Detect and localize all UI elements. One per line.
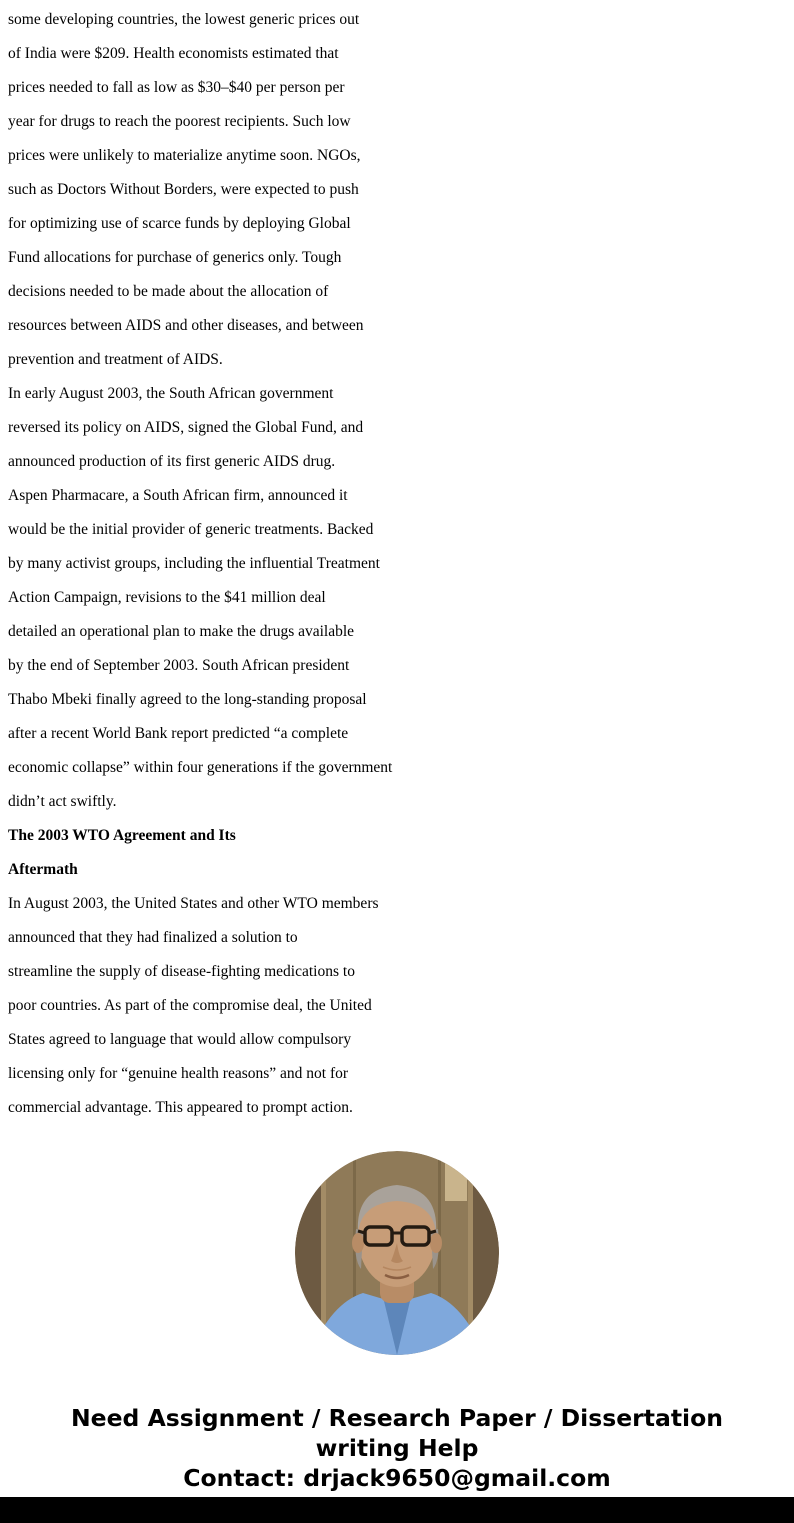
text-line: decisions needed to be made about the allocation of (8, 283, 329, 300)
text-line: prices were unlikely to materialize anytime soon. NGOs, (8, 147, 361, 164)
text-line: prevention and treatment of AIDS. (8, 351, 223, 368)
text-line: announced production of its first generic AIDS drug. (8, 453, 336, 470)
heading-line: The 2003 WTO Agreement and Its (8, 827, 236, 844)
text-line: commercial advantage. This appeared to prompt action. (8, 1099, 353, 1116)
text-line: of India were $209. Health economists estimated that (8, 45, 339, 62)
text-line: States agreed to language that would allow compulsory (8, 1031, 352, 1048)
text-line: In August 2003, the United States and other WTO members (8, 895, 379, 912)
avatar (295, 1151, 499, 1355)
bottom-black-bar (0, 1497, 794, 1523)
text-line: Thabo Mbeki finally agreed to the long-standing proposal (8, 691, 367, 708)
document-text-column (8, 3, 438, 1125)
text-line: didn’t act swiftly. (8, 793, 117, 810)
text-line: prices needed to fall as low as $30–$40 per person per (8, 79, 345, 96)
text-line: by the end of September 2003. South African president (8, 657, 350, 674)
text-line: licensing only for “genuine health reasons” and not for (8, 1065, 349, 1082)
text-line: resources between AIDS and other diseases, and between (8, 317, 364, 334)
text-line: streamline the supply of disease-fighting medications to (8, 963, 355, 980)
text-line: Fund allocations for purchase of generics only. Tough (8, 249, 342, 266)
text-line: announced that they had finalized a solution to (8, 929, 298, 946)
text-line: such as Doctors Without Borders, were expected to push (8, 181, 359, 198)
text-line: for optimizing use of scarce funds by deploying Global (8, 215, 351, 232)
heading-line: Aftermath (8, 861, 78, 878)
text-line: poor countries. As part of the compromise deal, the United (8, 997, 372, 1014)
banner-contact-text: Contact: drjack9650@gmail.com (183, 1464, 611, 1492)
text-line: year for drugs to reach the poorest recipients. Such low (8, 113, 351, 130)
text-line: by many activist groups, including the influential Treatment (8, 555, 380, 572)
text-line: some developing countries, the lowest generic prices out (8, 11, 360, 28)
text-line: Action Campaign, revisions to the $41 million deal (8, 589, 326, 606)
person-portrait-icon (295, 1151, 499, 1355)
text-line: Aspen Pharmacare, a South African firm, announced it (8, 487, 348, 504)
text-line: detailed an operational plan to make the drugs available (8, 623, 355, 640)
text-line: after a recent World Bank report predicted “a complete (8, 725, 349, 742)
text-line: would be the initial provider of generic treatments. Backed (8, 521, 374, 538)
text-line: In early August 2003, the South African government (8, 385, 334, 402)
text-line: reversed its policy on AIDS, signed the Global Fund, and (8, 419, 364, 436)
help-banner (0, 1403, 794, 1493)
banner-help-text: Need Assignment / Research Paper / Dissertation writing Help (71, 1404, 723, 1462)
text-line: economic collapse” within four generations if the government (8, 759, 393, 776)
